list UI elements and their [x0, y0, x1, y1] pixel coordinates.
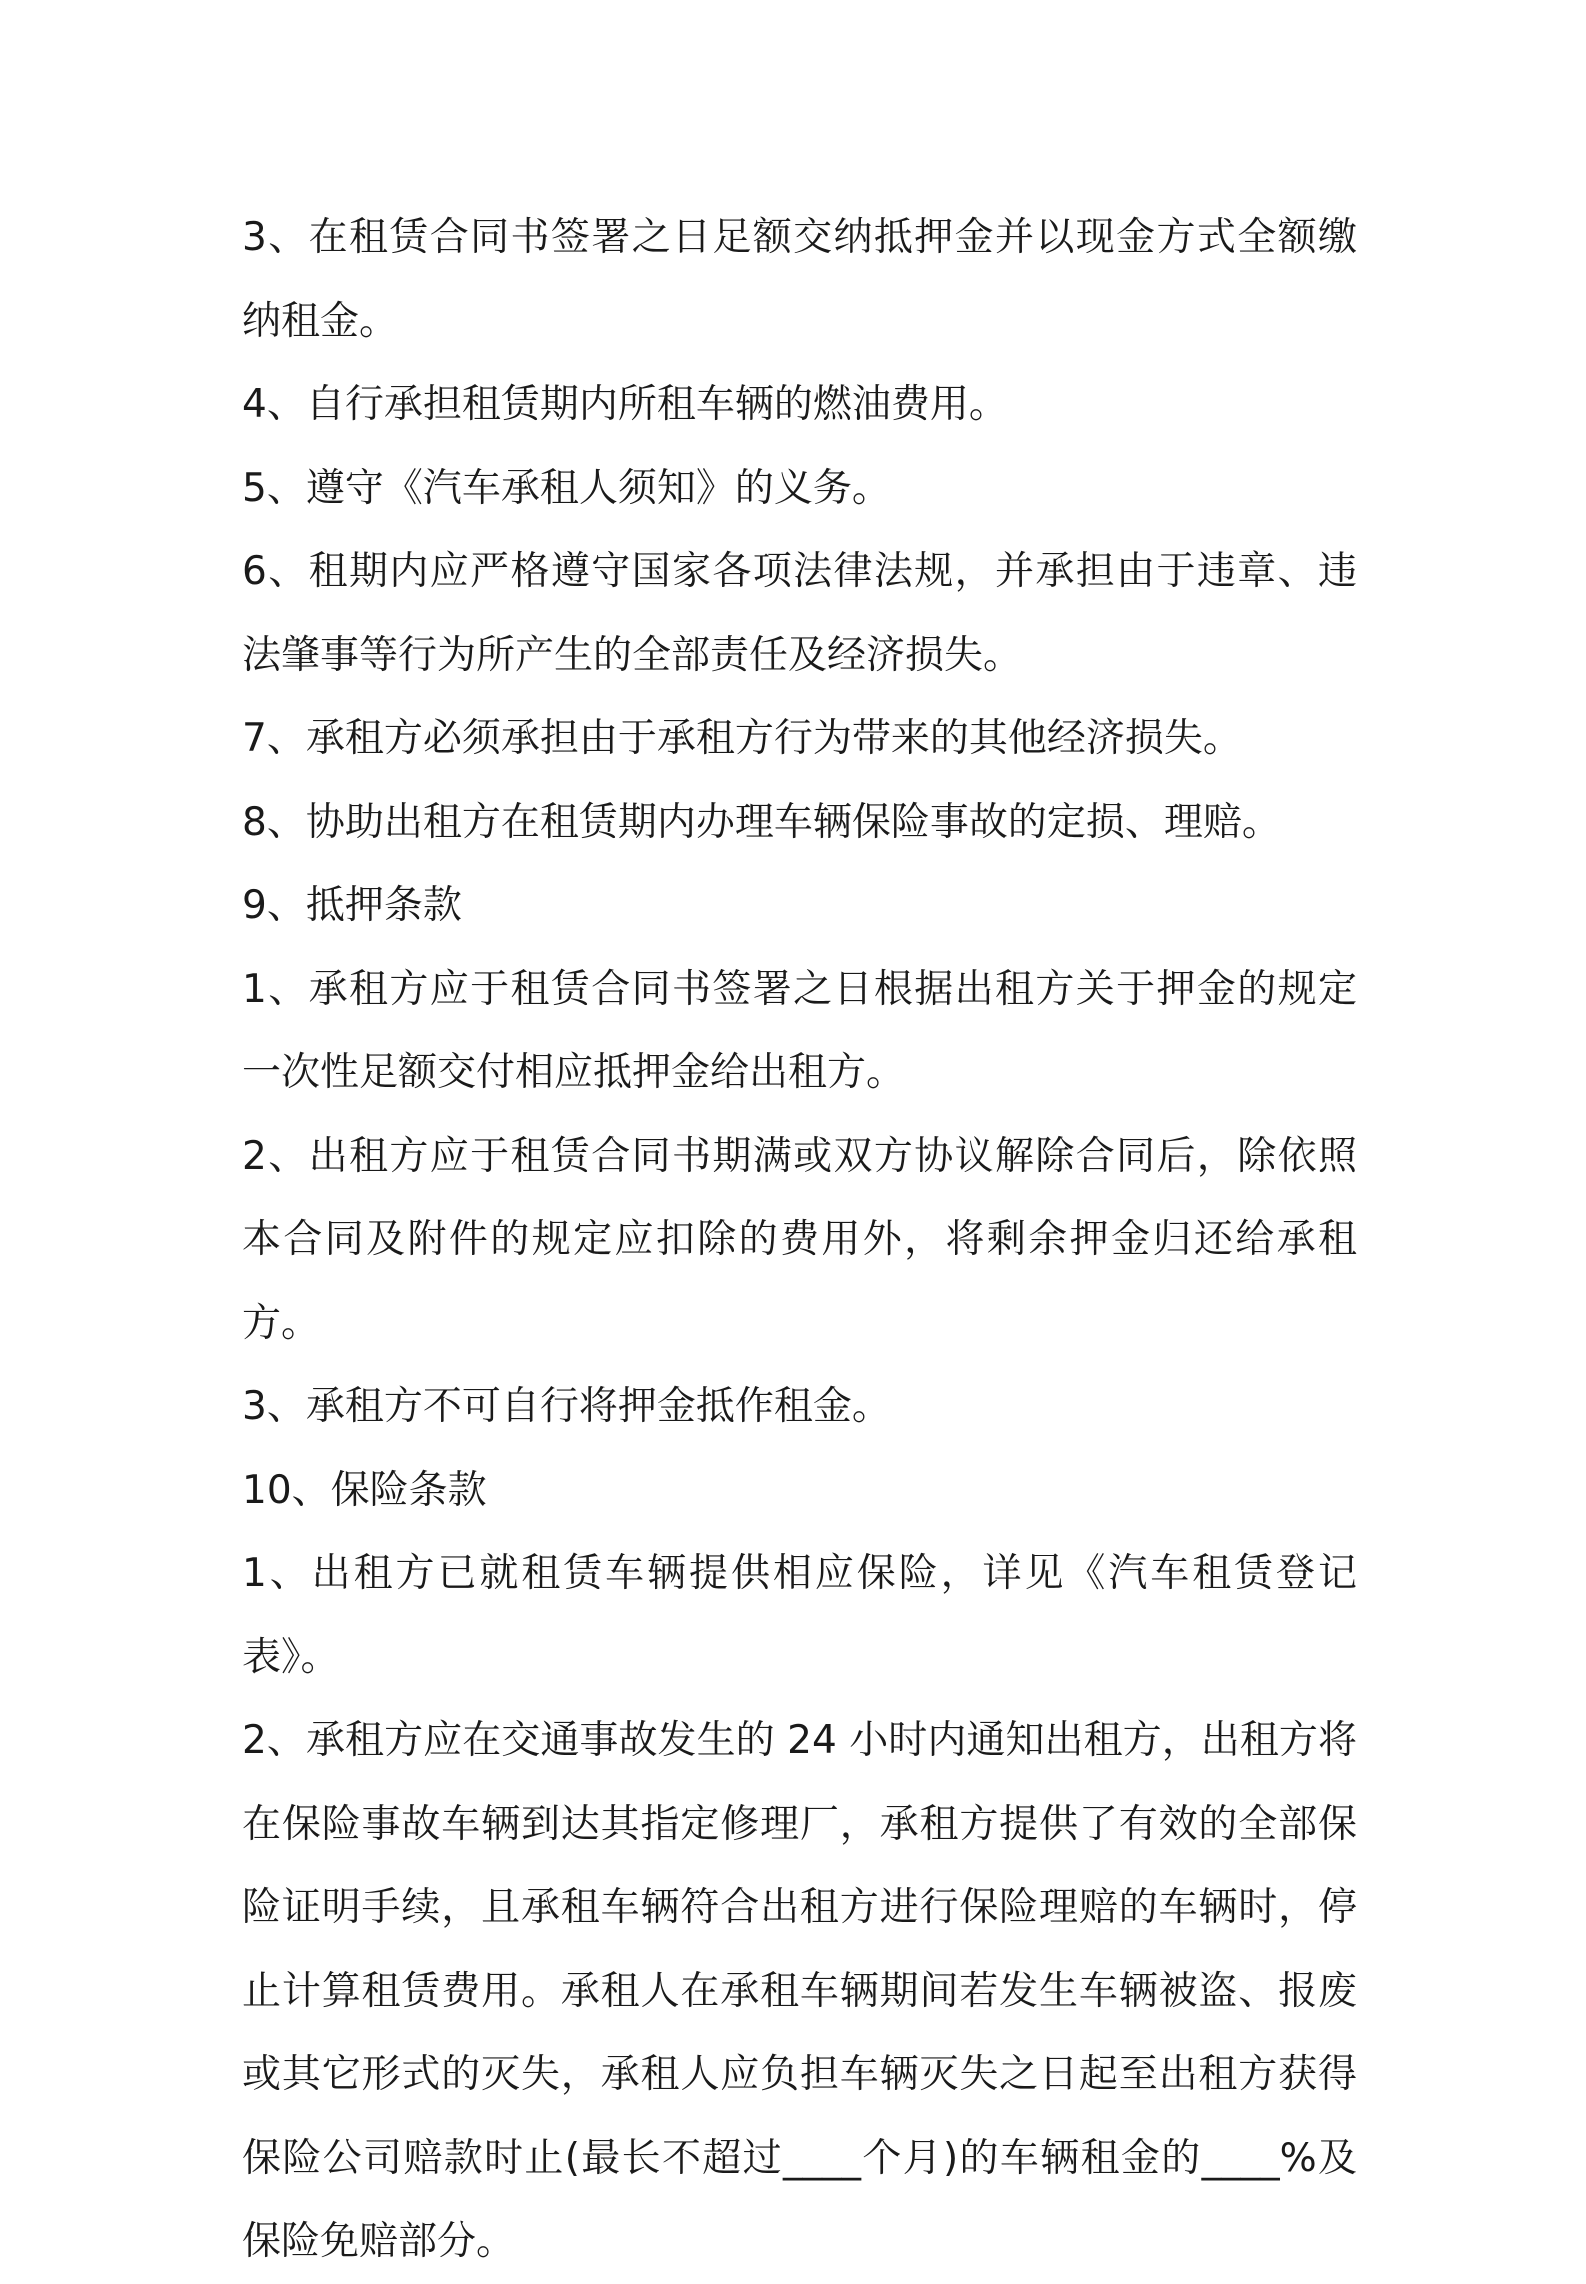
paragraph-deposit-payment: 1、承租方应于租赁合同书签署之日根据出租方关于押金的规定一次性足额交付相应抵押金给出租方。 — [242, 966, 1357, 1095]
section-heading-deposit: 9、抵押条款 — [242, 883, 462, 928]
paragraph-legal-compliance: 6、租期内应严格遵守国家各项法律法规，并承担由于违章、违法肇事等行为所产生的全部责任及经济损失。 — [242, 549, 1357, 678]
paragraph-deposit-not-rent: 3、承租方不可自行将押金抵作租金。 — [242, 1384, 891, 1429]
paragraph-other-losses: 7、承租方必须承担由于承租方行为带来的其他经济损失。 — [242, 716, 1242, 761]
paragraph-insurance-provided: 1、出租方已就租赁车辆提供相应保险，详见《汽车租赁登记表》。 — [242, 1551, 1357, 1680]
paragraph-deposit-return: 2、出租方应于租赁合同书期满或双方协议解除合同后，除依照本合同及附件的规定应扣除的费用外，将剩余押金归还给承租方。 — [242, 1133, 1357, 1346]
section-heading-insurance: 10、保险条款 — [242, 1467, 487, 1513]
paragraph-deposit-rent-payment: 3、在租赁合同书签署之日足额交纳抵押金并以现金方式全额缴纳租金。 — [242, 215, 1357, 344]
paragraph-insurance-assistance: 8、协助出租方在租赁期内办理车辆保险事故的定损、理赔。 — [242, 799, 1281, 845]
paragraph-lessee-notice: 5、遵守《汽车承租人须知》的义务。 — [242, 465, 891, 511]
paragraph-fuel-costs: 4、自行承担租赁期内所租车辆的燃油费用。 — [242, 382, 1008, 427]
document-page — [242, 196, 1357, 2284]
paragraph-accident-notification: 2、承租方应在交通事故发生的 24 小时内通知出租方，出租方将在保险事故车辆到达其指定修理厂，承租方提供了有效的全部保险证明手续，且承租车辆符合出租方进行保险理赔的车辆时，停止计算租赁费用。承租人在承租车辆期间若发生车辆被盗、报废或其它形式的灭失，承租人应负担车辆灭失之日起至出租方获得保险公司赔款时止(最长不超过____个月)的车辆租金的____%及保险免赔部分。 — [242, 1718, 1357, 2264]
